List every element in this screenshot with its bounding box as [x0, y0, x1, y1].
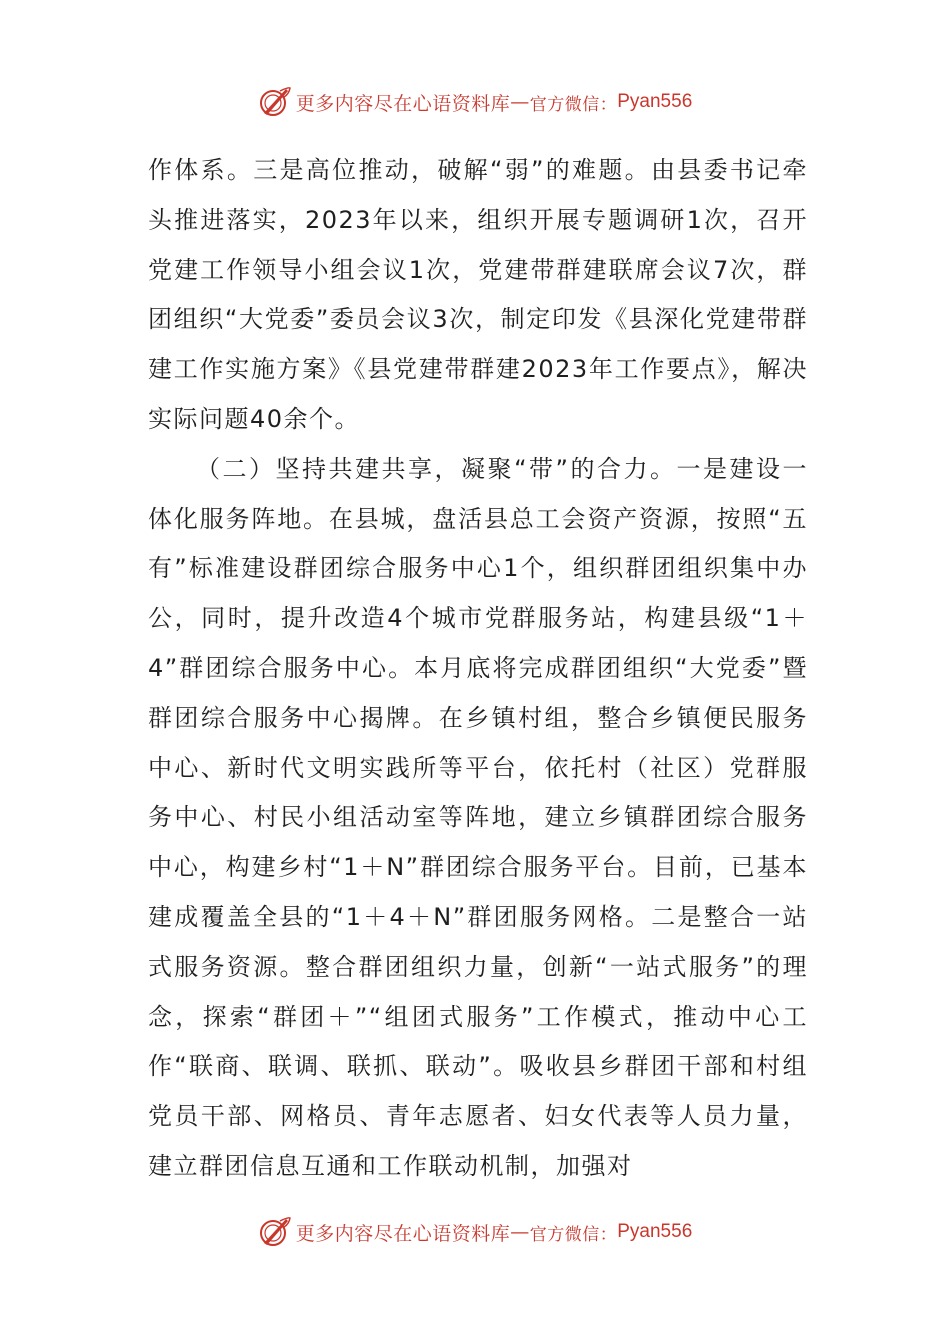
- watermark-site-text: 更多内容尽在心语资料库: [295, 1222, 511, 1245]
- footer-watermark: [0, 1212, 950, 1252]
- watermark-wechat-id: Pyan556: [617, 91, 693, 112]
- paragraph-section-two: （二）坚持共建共享，凝聚“带”的合力。一是建设一体化服务阵地。在县城，盘活县总工会资产资源，按照“五有”标准建设群团综合服务中心1个，组织群团组织集中办公，同时，提升改造4个城市党群服务站，构建县级“1＋4”群团综合服务中心。本月底将完成群团组织“大党委”暨群团综合服务中心揭牌。在乡镇村组，整合乡镇便民服务中心、新时代文明实践所等平台，依托村（社区）党群服务中心、村民小组活动室等阵地，建立乡镇群团综合服务中心，构建乡村“1＋N”群团综合服务平台。目前，已基本建成覆盖全县的“1＋4＋N”群团服务网格。二是整合一站式服务资源。整合群团组织力量，创新“一站式服务”的理念，探索“群团＋”“组团式服务”工作模式，推动中心工作“联商、联调、联抓、联动”。吸收县乡群团干部和村组党员干部、网格员、青年志愿者、妇女代表等人员力量，建立群团信息互通和工作联动机制，加强对: [148, 454, 808, 1180]
- watermark-site-text: 更多内容尽在心语资料库: [295, 92, 511, 115]
- watermark-wechat-label: 官方微信：: [529, 1224, 618, 1245]
- watermark-dash: —: [510, 1221, 530, 1243]
- paragraph-continuation: 作体系。三是高位推动，破解“弱”的难题。由县委书记牵头推进落实，2023年以来，组织开展专题调研1次，召开党建工作领导小组会议1次，党建带群建联席会议7次，群团组织“大党委”委员会议3次，制定印发《县深化党建带群建工作实施方案》《县党建带群建2023年工作要点》，解决实际问题40余个。: [148, 156, 808, 433]
- quill-pen-seal-icon: [258, 85, 292, 119]
- watermark-wechat-label: 官方微信：: [529, 94, 618, 115]
- quill-pen-seal-icon: [258, 1215, 292, 1249]
- watermark-dash: —: [510, 91, 530, 113]
- header-watermark: [0, 82, 950, 122]
- watermark-wechat-id: Pyan556: [617, 1221, 693, 1242]
- document-body: [148, 146, 808, 1192]
